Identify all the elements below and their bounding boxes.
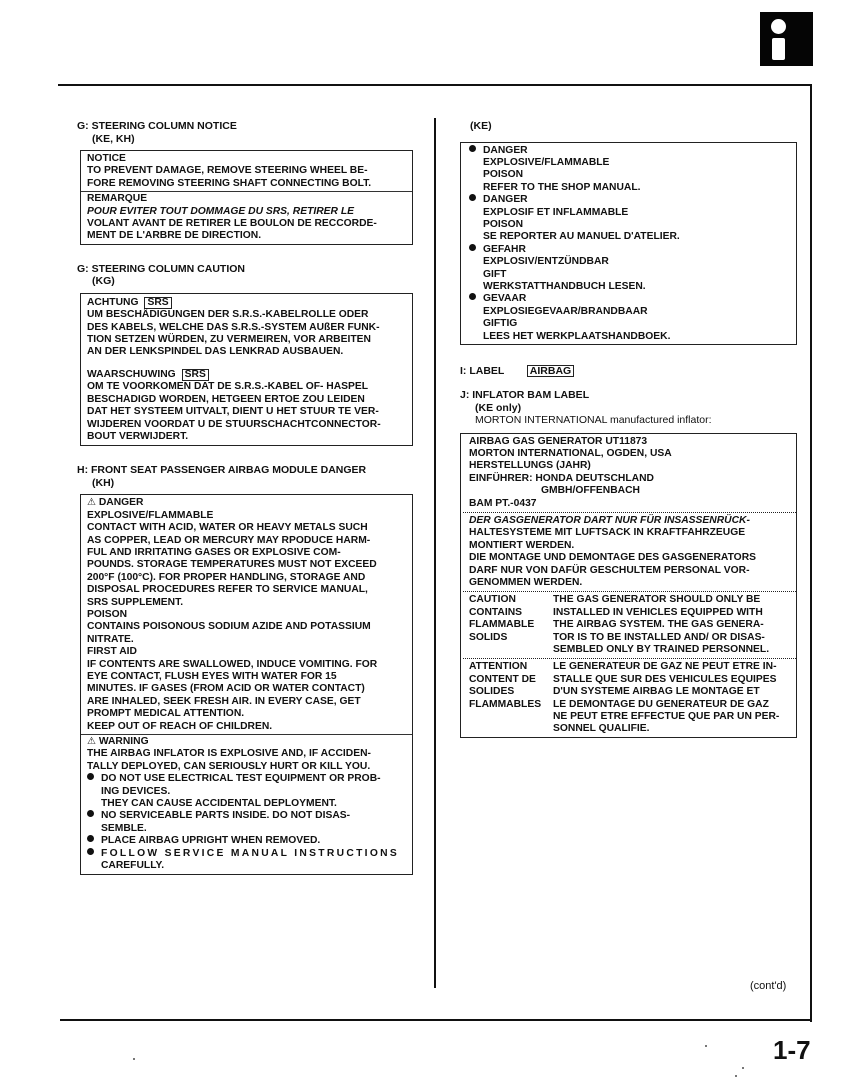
danger-line: ARE INHALED, SEEK FRESH AIR. IN EVERY CASE, GET (87, 695, 361, 707)
danger-line: KEEP OUT OF REACH OF CHILDREN. (87, 720, 273, 732)
continued-note: (cont'd) (750, 980, 787, 992)
group-title: GEVAAR (483, 293, 527, 305)
group-title: GEFAHR (483, 243, 526, 255)
caution-line: SEMBLED ONLY BY TRAINED PERSONNEL. (553, 644, 770, 655)
bam-label-box (460, 433, 797, 738)
caution-line: INSTALLED IN VEHICLES EQUIPPED WITH (553, 606, 763, 618)
right-column (460, 120, 805, 738)
remarque-line: MENT DE L'ARBRE DE DIRECTION. (87, 230, 262, 242)
bullet-icon (469, 244, 476, 251)
section-variant: (KE only) (475, 401, 522, 414)
section-heading: H: FRONT SEAT PASSENGER AIRBAG MODULE DANGER (77, 464, 367, 477)
german-line: MONTIERT WERDEN. (469, 539, 575, 551)
warning-triangle-icon: ⚠ (87, 497, 96, 509)
danger-line: 200°F (100°C). FOR PROPER HANDLING, STORAGE AND (87, 571, 366, 583)
german-line: HALTESYSTEME MIT LUFTSACK IN KRAFTFAHRZEUGE (469, 527, 746, 539)
waarschuwing-line: BESCHADIGD WORDEN, HETGEEN ERTOE ZOU LEIDEN (87, 393, 365, 405)
info-section-icon (760, 12, 813, 66)
dotted-divider (463, 512, 796, 513)
warning-triangle-icon: ⚠ (87, 736, 96, 748)
german-line: DIE MONTAGE UND DEMONTAGE DES GASGENERATORS (469, 552, 756, 564)
attention-label: FLAMMABLES (469, 698, 542, 710)
warning-title: WARNING (98, 736, 149, 748)
group-line: EXPLOSIF ET INFLAMMABLE (483, 206, 629, 218)
group-line: WERKSTATTHANDBUCH LESEN. (483, 280, 646, 292)
attention-line: SONNEL QUALIFIE. (553, 723, 650, 735)
danger-line: AS COPPER, LEAD OR MERCURY MAY RPODUCE HARM- (87, 534, 371, 546)
attention-line: NE PEUT ETRE EFFECTUE QUE PAR UN PER- (553, 711, 780, 723)
danger-line: IF CONTENTS ARE SWALLOWED, INDUCE VOMITING. FOR (87, 658, 378, 670)
danger-line: EXPLOSIVE/FLAMMABLE (87, 509, 214, 521)
scan-speck (705, 1045, 707, 1047)
danger-label-box (80, 494, 413, 874)
danger-line: MINUTES. IF GASES (FROM ACID OR WATER CONTACT) (87, 683, 365, 695)
notice-line: TO PREVENT DAMAGE, REMOVE STEERING WHEEL BE- (87, 165, 368, 177)
section-note: MORTON INTERNATIONAL manufactured inflator: (475, 414, 712, 426)
danger-line: EYE CONTACT, FLUSH EYES WITH WATER FOR 15 (87, 671, 337, 682)
g-notice-section (77, 120, 417, 245)
group-line: LEES HET WERKPLAATSHANDBOEK. (483, 330, 671, 342)
waarschuwing-line: OM TE VOORKOMEN DAT DE S.R.S.-KABEL OF- HASPEL (87, 381, 369, 393)
bullet-text: DO NOT USE ELECTRICAL TEST EQUIPMENT OR PROB- (101, 773, 381, 785)
achtung-line: AN DER LENKSPINDEL DAS LENKRAD AUSBAUEN. (87, 346, 344, 358)
notice-line: FORE REMOVING STEERING SHAFT CONNECTING BOLT. (87, 177, 372, 189)
dotted-divider (463, 591, 796, 592)
danger-line: POISON (87, 608, 128, 620)
left-column (77, 120, 417, 875)
divider (81, 734, 412, 735)
achtung-line: UM BESCHÄDIGUNGEN DER S.R.S.-KABELROLLE ODER (87, 309, 369, 321)
danger-line: PROMPT MEDICAL ATTENTION. (87, 708, 245, 720)
attention-label: ATTENTION (469, 661, 528, 673)
german-line: DARF NUR VON DAFÜR GESCHULTEM PERSONAL VOR- (469, 564, 750, 576)
group-line: POISON (483, 169, 524, 181)
bullet-text: ING DEVICES. (101, 785, 171, 797)
bullet-text: CAREFULLY. (101, 860, 165, 872)
id-line: EINFÜHRER: HONDA DEUTSCHLAND (469, 472, 654, 484)
attention-line: STALLE QUE SUR DES VEHICULES EQUIPES (553, 673, 777, 685)
attention-line: LE GENERATEUR DE GAZ NE PEUT ETRE IN- (553, 661, 777, 673)
group-line: EXPLOSIVE/FLAMMABLE (483, 156, 610, 168)
dotted-divider (463, 658, 796, 659)
group-line: REFER TO THE SHOP MANUAL. (483, 181, 641, 193)
attention-label: SOLIDES (469, 686, 515, 698)
id-line: AIRBAG GAS GENERATOR UT11873 (469, 435, 648, 447)
page-bottom-rule (60, 1019, 812, 1021)
column-divider (434, 118, 436, 988)
bullet-text: FOLLOW SERVICE MANUAL INSTRUCTIONS (101, 847, 400, 859)
danger-line: CONTAINS POISONOUS SODIUM AZIDE AND POTASSIUM (87, 621, 371, 633)
section-variant: (KH) (92, 476, 115, 489)
caution-label: CONTAINS (469, 606, 523, 618)
page-right-rule (810, 84, 812, 1022)
group-title: DANGER (483, 144, 528, 156)
section-heading: G: STEERING COLUMN NOTICE (77, 120, 237, 132)
id-line: MORTON INTERNATIONAL, OGDEN, USA (469, 447, 672, 459)
danger-title: DANGER (98, 497, 144, 509)
caution-label: CAUTION (469, 594, 516, 606)
danger-line: FUL AND IRRITATING GASES OR EXPLOSIVE COM- (87, 546, 341, 558)
danger-line: NITRATE. (87, 633, 134, 645)
section-variant: (KE) (470, 120, 492, 132)
group-line: POISON (483, 218, 524, 230)
warning-bullet (87, 848, 406, 860)
remarque-line: VOLANT AVANT DE RETIRER LE BOULON DE RECCORDE- (87, 218, 377, 230)
section-heading: G: STEERING COLUMN CAUTION (77, 262, 245, 275)
info-icon-dot (771, 19, 786, 34)
group-title: DANGER (483, 194, 528, 206)
bullet-icon (87, 848, 94, 855)
bullet-icon (469, 194, 476, 201)
german-line: GENOMMEN WERDEN. (469, 576, 583, 588)
i-label-section (460, 361, 805, 379)
h-danger-section (77, 464, 417, 874)
info-icon-stem (772, 38, 785, 60)
group-line: GIFTIG (483, 318, 518, 330)
caution-line: TOR IS TO BE INSTALLED AND/ OR DISAS- (553, 631, 765, 643)
j-label-section (460, 389, 805, 738)
bullet-text: PLACE AIRBAG UPRIGHT WHEN REMOVED. (101, 835, 321, 847)
danger-line: SRS SUPPLEMENT. (87, 596, 184, 608)
bullet-text: NO SERVICEABLE PARTS INSIDE. DO NOT DISAS- (101, 810, 351, 822)
achtung-title: ACHTUNG (87, 296, 139, 308)
caution-line: THE GAS GENERATOR SHOULD ONLY BE (553, 594, 761, 606)
scan-speck (742, 1067, 744, 1069)
warning-bullet (87, 810, 406, 822)
id-line: GMBH/OFFENBACH (541, 485, 640, 497)
caution-line: THE AIRBAG SYSTEM. THE GAS GENERA- (553, 619, 764, 631)
danger-line: POUNDS. STORAGE TEMPERATURES MUST NOT EXCEED (87, 559, 377, 571)
caution-label: FLAMMABLE (469, 619, 535, 631)
group-line: EXPLOSIEGEVAAR/BRANDBAAR (483, 305, 648, 317)
bullet-text: SEMBLE. (101, 822, 147, 834)
bullet-icon (87, 773, 94, 780)
caution-label-box (80, 293, 413, 446)
section-heading: I: LABEL (460, 365, 505, 377)
id-line: BAM PT.-0437 (469, 497, 537, 509)
caution-block (469, 594, 790, 656)
attention-block (469, 661, 790, 735)
danger-line: CONTACT WITH ACID, WATER OR HEAVY METALS SUCH (87, 522, 368, 534)
warning-bullet (87, 835, 406, 847)
airbag-tag: AIRBAG (527, 365, 574, 377)
attention-line: D'UN SYSTEME AIRBAG LE MONTAGE ET (553, 686, 760, 698)
section-heading: J: INFLATOR BAM LABEL (460, 389, 590, 401)
group-line: GIFT (483, 268, 507, 280)
srs-tag: SRS (144, 297, 171, 309)
waarschuwing-title: WAARSCHUWING (87, 368, 176, 380)
attention-label: CONTENT DE (469, 673, 536, 685)
divider (81, 191, 412, 192)
german-line: DER GASGENERATOR DART NUR FÜR INSASSENRÜCK- (469, 514, 750, 526)
bullet-icon (87, 835, 94, 842)
page-number: 1-7 (773, 1035, 811, 1065)
warning-bullet (87, 773, 406, 785)
waarschuwing-line: WIJDEREN VOORDAT U DE STUURSCHACHTCONNECTOR- (87, 418, 381, 430)
bullet-icon (469, 145, 476, 152)
warning-line: TALLY DEPLOYED, CAN SERIOUSLY HURT OR KILL YOU. (87, 760, 371, 772)
bullet-text: THEY CAN CAUSE ACCIDENTAL DEPLOYMENT. (101, 798, 337, 810)
bullet-icon (469, 293, 476, 300)
waarschuwing-line: BOUT VERWIJDERT. (87, 430, 189, 442)
bullet-icon (87, 810, 94, 817)
attention-line: LE DEMONTAGE DU GENERATEUR DE GAZ (553, 698, 769, 710)
section-variant: (KE, KH) (92, 132, 135, 145)
notice-label-box (80, 150, 413, 245)
multilingual-danger-box (460, 142, 797, 346)
id-line: HERSTELLUNGS (JAHR) (469, 460, 591, 472)
ke-label-section (460, 120, 805, 345)
achtung-line: DES KABELS, WELCHE DAS S.R.S.-SYSTEM AUßER FUNK- (87, 321, 380, 333)
page-top-rule (58, 84, 812, 86)
notice-title: NOTICE (87, 153, 126, 164)
achtung-line: TION SETZEN WÜRDEN, ZU VERMEIREN, VOR ARBEITEN (87, 334, 371, 346)
group-line: SE REPORTER AU MANUEL D'ATELIER. (483, 231, 680, 243)
warning-line: THE AIRBAG INFLATOR IS EXPLOSIVE AND, IF ACCIDEN- (87, 748, 371, 760)
group-line: EXPLOSIV/ENTZÜNDBAR (483, 256, 609, 268)
g-caution-section (77, 263, 417, 446)
srs-tag: SRS (182, 369, 209, 381)
danger-line: FIRST AID (87, 646, 137, 658)
remarque-title: REMARQUE (87, 193, 148, 205)
section-variant: (KG) (92, 275, 115, 288)
remarque-line: POUR EVITER TOUT DOMMAGE DU SRS, RETIRER LE (87, 205, 354, 217)
scan-speck (133, 1058, 135, 1060)
scan-speck (735, 1075, 737, 1077)
caution-label: SOLIDS (469, 631, 508, 643)
danger-line: DISPOSAL PROCEDURES REFER TO SERVICE MANUAL, (87, 584, 368, 596)
waarschuwing-line: DAT HET SYSTEEM UITVALT, DIENT U HET STUUR TE VER- (87, 406, 379, 418)
